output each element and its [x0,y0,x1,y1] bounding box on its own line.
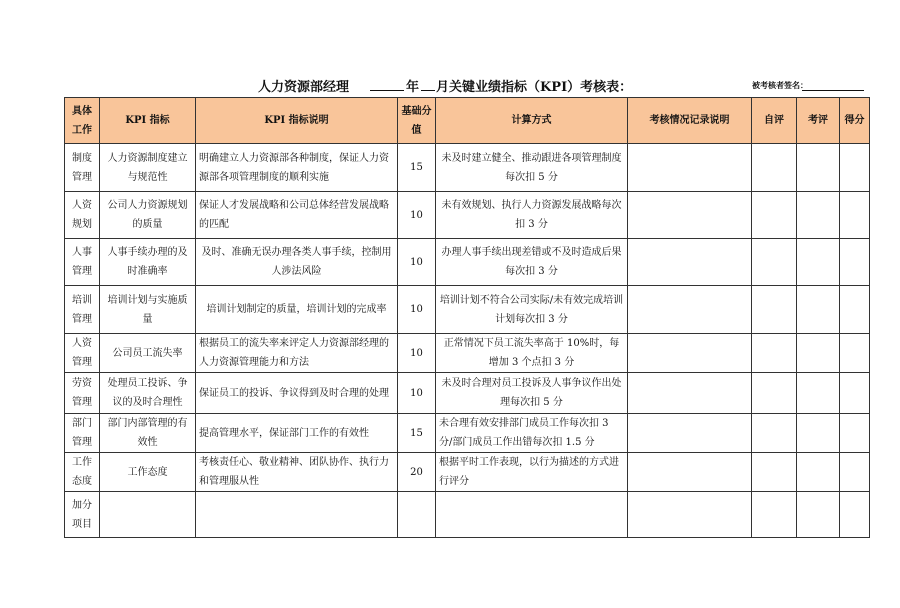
cell-calc: 未及时建立健全、推动跟进各项管理制度每次扣 5 分 [436,144,628,192]
cell-final[interactable] [840,239,870,286]
cell-self[interactable] [752,414,797,453]
form-title [0,74,900,94]
cell-desc: 保证人才发展战略和公司总体经营发展战略的匹配 [196,192,398,239]
cell-eval[interactable] [797,334,840,373]
cell-desc: 保证员工的投诉、争议得到及时合理的处理 [196,373,398,414]
cell-category: 制度管理 [65,144,100,192]
cell-category: 劳资管理 [65,373,100,414]
cell-score: 10 [398,286,436,334]
cell-score: 15 [398,414,436,453]
kpi-table [64,97,870,538]
cell-record[interactable] [628,453,752,492]
title-year-label: 年 [406,80,420,95]
cell-calc: 未及时合理对员工投诉及人事争议作出处理每次扣 5 分 [436,373,628,414]
cell-score[interactable] [398,492,436,538]
cell-score: 10 [398,334,436,373]
cell-desc: 及时、准确无误办理各类人事手续，控制用人涉法风险 [196,239,398,286]
cell-final[interactable] [840,286,870,334]
cell-self[interactable] [752,373,797,414]
header-kpi-desc: KPI 指标说明 [196,98,398,144]
signer-blank[interactable] [802,76,864,91]
cell-score: 10 [398,239,436,286]
cell-record[interactable] [628,192,752,239]
cell-calc: 正常情况下员工流失率高于 10%时，每增加 3 个点扣 3 分 [436,334,628,373]
cell-final[interactable] [840,492,870,538]
table-row [65,334,870,373]
cell-score: 10 [398,192,436,239]
table-row [65,239,870,286]
header-kpi: KPI 指标 [100,98,196,144]
table-row [65,286,870,334]
title-main: 月关键业绩指标（KPI）考核表： [436,80,633,95]
cell-kpi: 部门内部管理的有效性 [100,414,196,453]
table-row [65,373,870,414]
cell-score: 20 [398,453,436,492]
title-role: 人力资源部经理 [258,80,350,95]
cell-calc: 未有效规划、执行人力资源发展战略每次扣 3 分 [436,192,628,239]
cell-kpi: 公司员工流失率 [100,334,196,373]
table-row [65,414,870,453]
header-record: 考核情况记录说明 [628,98,752,144]
cell-eval[interactable] [797,492,840,538]
cell-calc: 办理人事手续出现差错或不及时造成后果每次扣 3 分 [436,239,628,286]
cell-eval[interactable] [797,453,840,492]
header-self: 自评 [752,98,797,144]
cell-desc: 考核责任心、敬业精神、团队协作、执行力和管理服从性 [196,453,398,492]
header-calc: 计算方式 [436,98,628,144]
cell-desc: 根据员工的流失率来评定人力资源部经理的人力资源管理能力和方法 [196,334,398,373]
cell-kpi[interactable] [100,492,196,538]
cell-final[interactable] [840,453,870,492]
cell-self[interactable] [752,144,797,192]
cell-final[interactable] [840,192,870,239]
cell-final[interactable] [840,334,870,373]
cell-calc: 培训计划不符合公司实际/未有效完成培训计划每次扣 3 分 [436,286,628,334]
cell-eval[interactable] [797,373,840,414]
cell-category: 部门管理 [65,414,100,453]
cell-kpi: 人事手续办理的及时准确率 [100,239,196,286]
cell-final[interactable] [840,414,870,453]
cell-category: 人事管理 [65,239,100,286]
cell-final[interactable] [840,373,870,414]
cell-category: 加分项目 [65,492,100,538]
header-row [65,98,870,144]
cell-eval[interactable] [797,192,840,239]
cell-eval[interactable] [797,144,840,192]
cell-kpi: 公司人力资源规划的质量 [100,192,196,239]
cell-record[interactable] [628,239,752,286]
cell-desc: 提高管理水平，保证部门工作的有效性 [196,414,398,453]
cell-self[interactable] [752,453,797,492]
cell-record[interactable] [628,286,752,334]
header-eval: 考评 [797,98,840,144]
table-row [65,192,870,239]
cell-desc[interactable] [196,492,398,538]
cell-kpi: 培训计划与实施质量 [100,286,196,334]
cell-calc[interactable] [436,492,628,538]
cell-desc: 培训计划制定的质量，培训计划的完成率 [196,286,398,334]
cell-calc: 未合理有效安排部门成员工作每次扣 3 分/部门成员工作出错每次扣 1.5 分 [436,414,628,453]
cell-eval[interactable] [797,239,840,286]
cell-self[interactable] [752,192,797,239]
cell-kpi: 人力资源制度建立与规范性 [100,144,196,192]
cell-category: 人资规划 [65,192,100,239]
cell-record[interactable] [628,373,752,414]
cell-record[interactable] [628,144,752,192]
cell-eval[interactable] [797,286,840,334]
header-base-score: 基础分值 [398,98,436,144]
cell-record[interactable] [628,492,752,538]
cell-record[interactable] [628,334,752,373]
cell-category: 工作态度 [65,453,100,492]
cell-category: 培训管理 [65,286,100,334]
cell-kpi: 工作态度 [100,453,196,492]
table-row [65,492,870,538]
cell-category: 人资管理 [65,334,100,373]
header-score: 得分 [840,98,870,144]
header-category: 具体工作 [65,98,100,144]
cell-kpi: 处理员工投诉、争议的及时合理性 [100,373,196,414]
cell-self[interactable] [752,286,797,334]
cell-score: 15 [398,144,436,192]
cell-record[interactable] [628,414,752,453]
signer-label: 被考核者签名： [752,80,808,90]
cell-score: 10 [398,373,436,414]
cell-desc: 明确建立人力资源部各种制度，保证人力资源部各项管理制度的顺利实施 [196,144,398,192]
table-row [65,453,870,492]
cell-self[interactable] [752,492,797,538]
table-row [65,144,870,192]
cell-eval[interactable] [797,414,840,453]
month-blank[interactable] [421,76,435,91]
cell-self[interactable] [752,239,797,286]
year-blank[interactable] [370,76,404,91]
cell-final[interactable] [840,144,870,192]
cell-calc: 根据平时工作表现，以行为描述的方式进行评分 [436,453,628,492]
cell-self[interactable] [752,334,797,373]
